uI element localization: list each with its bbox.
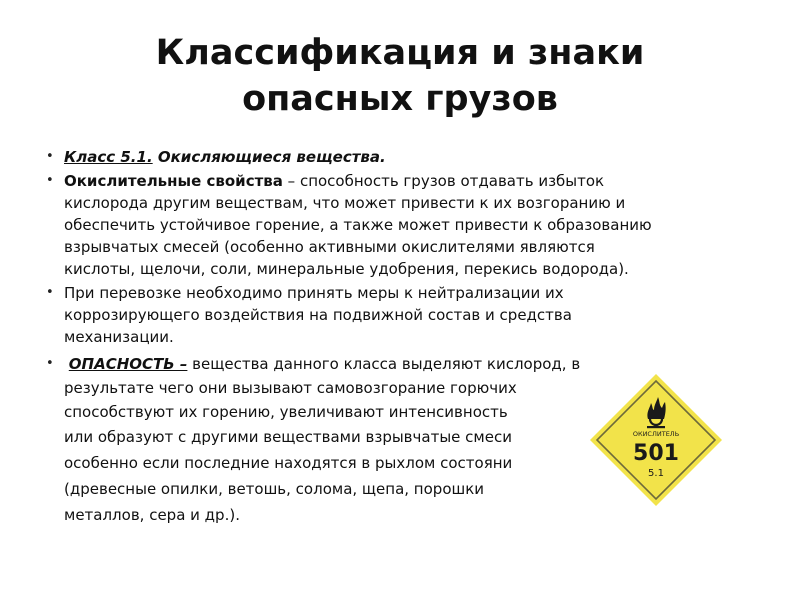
oxidizing-line-4: взрывчатых смесей (особенно активными окислителями являются xyxy=(64,238,595,256)
danger-line-1: вещества данного класса выделяют кислород, в xyxy=(187,355,581,373)
oxidizer-hazard-sign xyxy=(588,372,724,508)
transport-line-3: механизации. xyxy=(64,328,174,346)
sign-diamond xyxy=(590,374,722,506)
danger-line-6: (древесные опилки, ветошь, солома, щепа, порошки xyxy=(64,480,485,498)
sign-number: 501 xyxy=(633,441,679,466)
slide-title xyxy=(0,30,800,122)
class-text: Окисляющиеся вещества. xyxy=(152,148,386,166)
danger-line-2: результате чего они вызывают самовозгорание горючих xyxy=(64,379,517,397)
danger-line-7: металлов, сера и др.). xyxy=(64,506,240,524)
bullet-oxidizing-properties xyxy=(44,170,764,280)
oxidizing-line-1: – способность грузов отдавать избыток xyxy=(282,172,605,190)
oxidizing-label: Окислительные свойства xyxy=(64,172,283,190)
oxidizing-line-5: кислоты, щелочи, соли, минеральные удобрения, перекись водорода). xyxy=(64,260,629,278)
oxidizing-line-2: кислорода другим веществам, что может привести к их возгоранию и xyxy=(64,194,626,212)
danger-line-5: особенно если последние находятся в рыхлом состояни xyxy=(64,454,513,472)
danger-line-4: или образуют с другими веществами взрывчатые смеси xyxy=(64,428,512,446)
oxidizing-line-3: обеспечить устойчивое горение, а также может привести к образованию xyxy=(64,216,652,234)
transport-line-1: • При перевозке необходимо принять меры к нейтрализации их xyxy=(64,284,564,302)
bullet-class-5-1 xyxy=(44,146,764,168)
title-line-1: Классификация и знаки xyxy=(155,33,645,73)
bullet-transport-measures xyxy=(44,282,764,348)
danger-line-3: способствуют их горению, увеличивают интенсивность xyxy=(64,403,508,421)
danger-label: ОПАСНОСТЬ – xyxy=(68,355,188,373)
sign-class: 5.1 xyxy=(648,468,664,479)
sign-label: ОКИСЛИТЕЛЬ xyxy=(632,430,680,438)
title-line-2: опасных грузов xyxy=(242,79,558,119)
transport-line-2: коррозирующего воздействия на подвижной состав и средства xyxy=(64,306,572,324)
class-label: Класс 5.1. xyxy=(64,148,153,166)
